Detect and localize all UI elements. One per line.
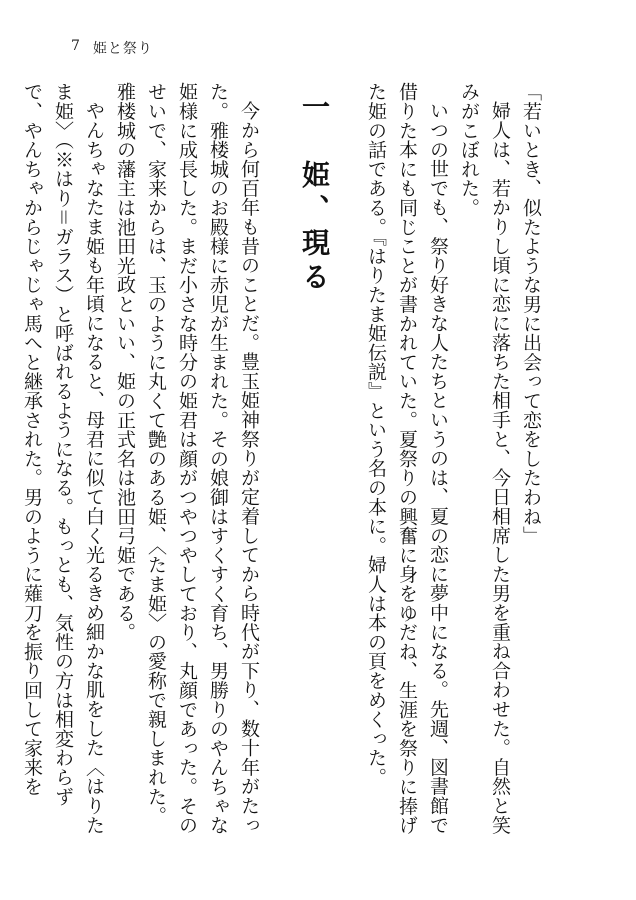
chapter-title: 一 姫、現る — [298, 92, 331, 296]
paragraph: 今から何百年も昔のことだ。豊玉姫神祭りが定着してから時代が下り、数十年がたった。雅楼城のお殿様に赤児が生まれた。その娘御はすくすく育ち、男勝りのやんちゃな姫様に成長した。まだ小さな時分の姫君は顔がつやつやしており、丸顔であった。そのせいで、家来からは、玉のように丸くて艶のある姫、〈たま姫〉の愛称で親しまれた。雅楼城の藩主は池田光政といい、姫の正式名は池田弓姫である。 — [114, 82, 260, 835]
dialogue-paragraph: 「若いとき、似たような男に出会って恋をしたわね」 — [520, 82, 542, 546]
paragraph: いつの世でも、祭り好きな人たちというのは、夏の恋に夢中になる。先週、図書館で借りた本にも同じことが書かれていた。夏祭りの興奮に身をゆだね、生涯を祭りに捧げた姫の話である。『はりたま姫伝説』という名の本に。婦人は本の頁をめくった。 — [365, 82, 449, 835]
paragraph: 婦人は、若かりし頃に恋に落ちた相手と、今日相席した男を重ね合わせた。自然と笑みがこぼれた。 — [458, 82, 511, 835]
page-number: 7 — [71, 38, 81, 54]
paragraph: やんちゃなたま姫も年頃になると、母君に似て白く光るきめ細かな肌をした〈はりたま姫〉（※はり＝ガラス）と呼ばれるようになる。もっとも、気性の方は相変わらずで、やんちゃからじゃじゃ馬へと継承された。男のように薙刀を振り回して家来を — [21, 82, 105, 835]
running-head — [71, 38, 153, 58]
vertical-body-text — [16, 82, 546, 842]
book-title: 姫と祭り — [92, 41, 153, 57]
